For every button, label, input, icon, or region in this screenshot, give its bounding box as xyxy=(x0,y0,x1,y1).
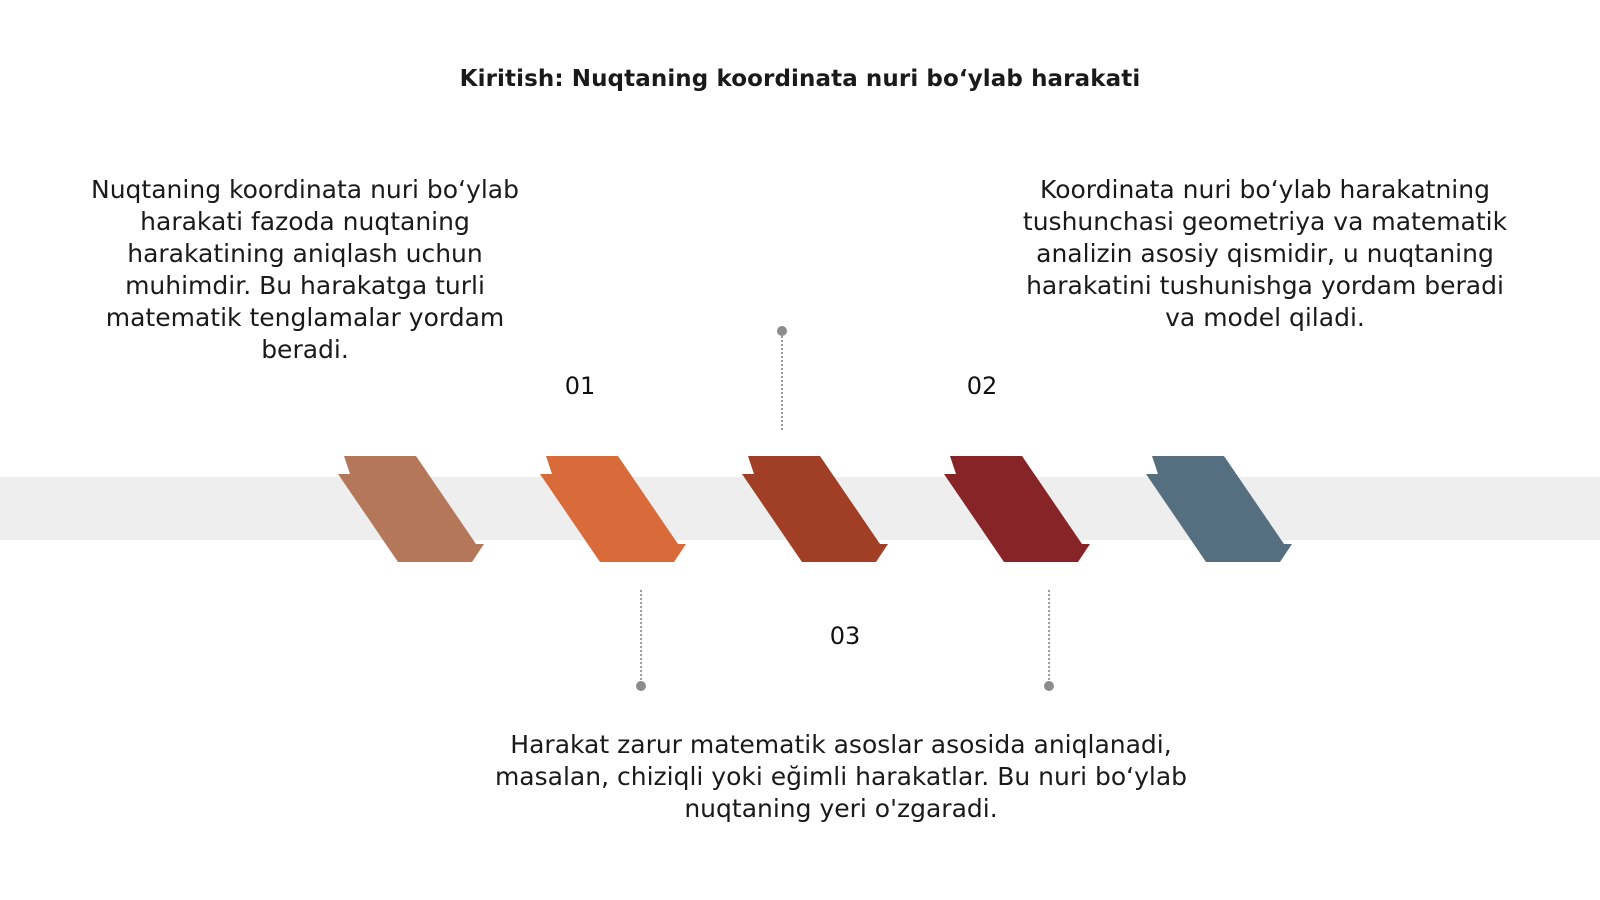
connector-dot-bottom-right xyxy=(1044,681,1054,691)
connector-dot-top xyxy=(777,326,787,336)
connector-dot-bottom-left xyxy=(636,681,646,691)
timeline-arrow-5 xyxy=(1144,456,1292,562)
step-description-01: Nuqtaning koordinata nuri bo‘ylab harakati fazoda nuqtaning harakatining aniqlash uchun muhimdir. Bu harakatga turli matematik tenglamalar yordam beradi. xyxy=(91,175,519,364)
timeline-arrow-3 xyxy=(740,456,888,562)
step-description-03: Harakat zarur matematik asoslar asosida aniqlanadi, masalan, chiziqli yoki eğimli harakatlar. Bu nuri bo‘ylab nuqtaning yeri o'zgaradi. xyxy=(494,730,1188,823)
connector-line-bottom-left xyxy=(640,590,642,680)
step-number-01: 01 xyxy=(564,372,596,400)
step-number-02: 02 xyxy=(966,372,998,400)
step-description-02: Koordinata nuri bo‘ylab harakatning tushunchasi geometriya va matematik analizin asosiy qismidir, u nuqtaning harakatini tushunishga yordam beradi va model qiladi. xyxy=(1022,175,1508,332)
timeline-arrow-2 xyxy=(538,456,686,562)
timeline-arrow-4 xyxy=(942,456,1090,562)
connector-line-bottom-right xyxy=(1048,590,1050,680)
page-title: Kiritish: Nuqtaning koordinata nuri bo‘ylab harakati xyxy=(459,66,1141,92)
connector-line-top xyxy=(781,336,783,430)
step-number-03: 03 xyxy=(829,622,861,650)
timeline-arrow-1 xyxy=(336,456,484,562)
